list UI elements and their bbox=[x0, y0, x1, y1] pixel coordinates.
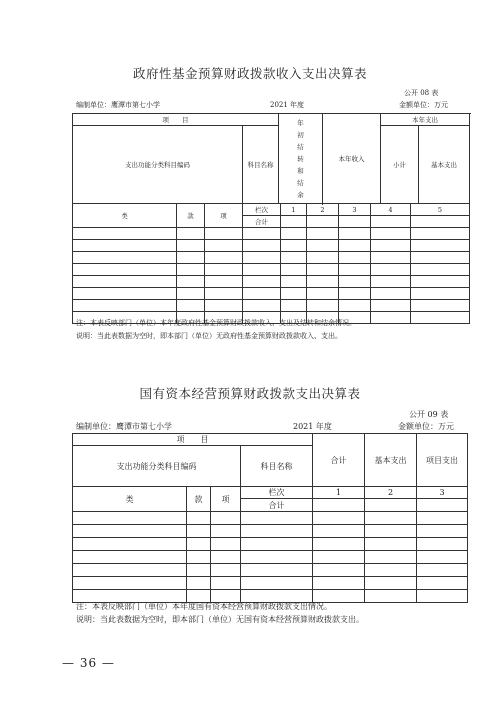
table1-note: 注：本表反映部门（单位）本年度政府性基金预算财政拨款收入、支出及结转和结余情况。 bbox=[76, 319, 356, 327]
table-cell bbox=[73, 264, 177, 276]
table-cell bbox=[73, 538, 187, 551]
table2-header-kuan: 款 bbox=[187, 487, 211, 512]
table-cell bbox=[177, 276, 205, 288]
table-cell bbox=[307, 276, 339, 288]
table-cell bbox=[365, 551, 417, 564]
table-cell bbox=[205, 300, 243, 312]
table-cell bbox=[411, 228, 470, 240]
page-number: — 36 — bbox=[62, 656, 115, 670]
table-cell bbox=[371, 264, 411, 276]
table2-explanation: 说明：当此表数据为空时，即本部门（单位）无国有资本经营预算财政拨款支出。 bbox=[76, 615, 364, 624]
table1-header-xiang: 项 bbox=[205, 204, 243, 228]
table-cell bbox=[73, 300, 177, 312]
table-cell bbox=[281, 240, 307, 252]
table-cell bbox=[243, 288, 281, 300]
table-cell bbox=[211, 551, 241, 564]
table1-header-code: 支出功能分类科目编码 bbox=[73, 126, 243, 204]
table-cell bbox=[243, 276, 281, 288]
table-cell bbox=[411, 276, 470, 288]
table-cell bbox=[365, 590, 417, 603]
table-cell bbox=[411, 240, 470, 252]
table1-col-num: 2 bbox=[307, 204, 339, 216]
table-cell bbox=[307, 300, 339, 312]
table-cell bbox=[371, 300, 411, 312]
table-cell bbox=[417, 551, 468, 564]
table-cell bbox=[73, 288, 177, 300]
table-row bbox=[73, 512, 468, 525]
table-cell bbox=[243, 240, 281, 252]
table-cell bbox=[307, 228, 339, 240]
table-cell bbox=[417, 525, 468, 538]
table-cell bbox=[417, 577, 468, 590]
table-cell bbox=[371, 228, 411, 240]
table-row bbox=[73, 551, 468, 564]
table-row bbox=[73, 228, 470, 240]
table1-header-basic: 基本支出 bbox=[419, 126, 470, 204]
table-cell bbox=[307, 264, 339, 276]
table-cell bbox=[339, 252, 371, 264]
table1-total-label: 合计 bbox=[243, 216, 281, 228]
table-cell bbox=[177, 300, 205, 312]
table-cell bbox=[205, 228, 243, 240]
table2-header-col: 栏次 bbox=[241, 487, 313, 499]
table-cell bbox=[205, 288, 243, 300]
table2-header-total: 合计 bbox=[313, 434, 365, 487]
table-cell bbox=[411, 300, 470, 312]
table-cell bbox=[411, 252, 470, 264]
table-cell bbox=[365, 525, 417, 538]
table-cell bbox=[241, 525, 313, 538]
table-cell bbox=[281, 276, 307, 288]
table-cell bbox=[281, 252, 307, 264]
table-cell bbox=[241, 538, 313, 551]
table-cell bbox=[411, 312, 470, 324]
table2-header-project: 项目支出 bbox=[417, 434, 468, 487]
table1-unit-label: 编制单位：鹰潭市第七小学 bbox=[76, 101, 160, 109]
table-cell bbox=[73, 252, 177, 264]
table-cell bbox=[365, 512, 417, 525]
table-cell bbox=[313, 564, 365, 577]
table-cell bbox=[313, 525, 365, 538]
table-cell bbox=[339, 276, 371, 288]
table1-cell bbox=[307, 216, 339, 228]
table-cell bbox=[371, 288, 411, 300]
table-cell bbox=[365, 564, 417, 577]
table-cell bbox=[211, 577, 241, 590]
table-cell bbox=[73, 228, 177, 240]
table-cell bbox=[371, 276, 411, 288]
table-cell bbox=[281, 264, 307, 276]
table2-note: 注：本表反映部门（单位）本年度国有资本经营预算财政拨款支出情况。 bbox=[76, 602, 332, 611]
table-cell bbox=[187, 512, 211, 525]
table1-col-num: 3 bbox=[339, 204, 371, 216]
table-cell bbox=[205, 276, 243, 288]
table2-col-num: 3 bbox=[417, 487, 468, 499]
table-cell bbox=[187, 564, 211, 577]
table-cell bbox=[73, 577, 187, 590]
table-cell bbox=[313, 538, 365, 551]
table1-cell bbox=[371, 216, 411, 228]
table-cell bbox=[307, 252, 339, 264]
table-cell bbox=[211, 564, 241, 577]
table-cell bbox=[243, 264, 281, 276]
table-cell bbox=[73, 240, 177, 252]
table-row bbox=[73, 525, 468, 538]
table1-header-subtotal: 小计 bbox=[381, 126, 419, 204]
table-cell bbox=[281, 228, 307, 240]
table-cell bbox=[205, 240, 243, 252]
table-cell bbox=[177, 240, 205, 252]
table1-body bbox=[72, 203, 470, 324]
table-cell bbox=[211, 525, 241, 538]
table-cell bbox=[365, 499, 417, 512]
table-cell bbox=[73, 512, 187, 525]
table-cell bbox=[339, 300, 371, 312]
table-row bbox=[73, 264, 470, 276]
table1-header-lei: 类 bbox=[73, 204, 177, 228]
table2-amount-unit: 金额单位：万元 bbox=[398, 422, 454, 431]
table-cell bbox=[73, 525, 187, 538]
table1-header-income: 本年收入 bbox=[323, 114, 381, 204]
table-cell bbox=[307, 240, 339, 252]
table-cell bbox=[411, 288, 470, 300]
table-row bbox=[73, 240, 470, 252]
table1-cell bbox=[281, 216, 307, 228]
table-cell bbox=[177, 264, 205, 276]
table1-header-begin: 年 初 结 转 和 结 余 bbox=[279, 114, 323, 204]
table1-amount-unit: 金额单位：万元 bbox=[399, 101, 448, 109]
table-cell bbox=[241, 512, 313, 525]
table2-header-lei: 类 bbox=[73, 487, 187, 512]
table1-header-expense: 本年支出 bbox=[381, 114, 470, 126]
table-cell bbox=[339, 288, 371, 300]
table-cell bbox=[417, 538, 468, 551]
table-cell bbox=[313, 512, 365, 525]
table-cell bbox=[73, 551, 187, 564]
table2-unit-label: 编制单位：鹰潭市第七小学 bbox=[76, 422, 172, 431]
table-cell bbox=[339, 240, 371, 252]
table1-cell bbox=[339, 216, 371, 228]
table-row bbox=[73, 252, 470, 264]
table-cell bbox=[365, 538, 417, 551]
table-cell bbox=[187, 525, 211, 538]
table-cell bbox=[241, 564, 313, 577]
table-cell bbox=[241, 551, 313, 564]
table-cell bbox=[339, 264, 371, 276]
table-cell bbox=[417, 512, 468, 525]
table-cell bbox=[177, 228, 205, 240]
table-cell bbox=[73, 276, 177, 288]
table-cell bbox=[417, 499, 468, 512]
table2-header-code: 支出功能分类科目编码 bbox=[73, 446, 241, 487]
table1-header-col: 栏次 bbox=[243, 204, 281, 216]
table1-cell bbox=[411, 216, 470, 228]
table1-col-num: 4 bbox=[371, 204, 411, 216]
table1-title: 政府性基金预算财政拨款收入支出决算表 bbox=[132, 66, 367, 81]
table1-explanation: 说明：当此表数据为空时，即本部门（单位）无政府性基金预算财政拨款收入、支出。 bbox=[76, 332, 342, 340]
table2-header-xiang: 项 bbox=[211, 487, 241, 512]
table-cell bbox=[211, 538, 241, 551]
table2-header-item: 项 目 bbox=[73, 434, 313, 446]
table-row bbox=[73, 564, 468, 577]
table2-title: 国有资本经营预算财政拨款支出决算表 bbox=[139, 386, 361, 401]
table-cell bbox=[211, 512, 241, 525]
table1-col-num: 5 bbox=[411, 204, 470, 216]
table1-col-num: 1 bbox=[281, 204, 307, 216]
table-cell bbox=[243, 228, 281, 240]
table-cell bbox=[365, 577, 417, 590]
table2-col-num: 2 bbox=[365, 487, 417, 499]
table-row bbox=[73, 276, 470, 288]
table-cell bbox=[187, 551, 211, 564]
table-cell bbox=[73, 564, 187, 577]
table2-form-code: 公开 09 表 bbox=[409, 410, 449, 419]
table-cell bbox=[205, 252, 243, 264]
table1 bbox=[72, 113, 470, 204]
table-cell bbox=[177, 252, 205, 264]
table2-col-num: 1 bbox=[313, 487, 365, 499]
table-cell bbox=[339, 228, 371, 240]
table-cell bbox=[177, 288, 205, 300]
table-cell bbox=[371, 312, 411, 324]
table-cell bbox=[187, 538, 211, 551]
table-cell bbox=[313, 577, 365, 590]
table2-year: 2021 年度 bbox=[293, 422, 332, 431]
table-cell bbox=[411, 264, 470, 276]
table1-header-item: 项 目 bbox=[73, 114, 279, 126]
table-cell bbox=[187, 577, 211, 590]
table-cell bbox=[313, 499, 365, 512]
table-cell bbox=[243, 300, 281, 312]
table2-header-basic: 基本支出 bbox=[365, 434, 417, 487]
table-cell bbox=[371, 252, 411, 264]
table2-total-label: 合计 bbox=[241, 499, 313, 512]
table-cell bbox=[307, 288, 339, 300]
table1-year: 2021 年度 bbox=[270, 101, 305, 109]
table2 bbox=[72, 433, 468, 603]
table-cell bbox=[417, 564, 468, 577]
table-cell bbox=[205, 264, 243, 276]
table-row bbox=[73, 577, 468, 590]
table-row bbox=[73, 300, 470, 312]
table1-header-name: 科目名称 bbox=[243, 126, 279, 204]
table-row bbox=[73, 538, 468, 551]
table1-form-code: 公开 08 表 bbox=[404, 89, 439, 97]
table-cell bbox=[313, 551, 365, 564]
table-cell bbox=[241, 577, 313, 590]
table-cell bbox=[281, 300, 307, 312]
table-cell bbox=[281, 288, 307, 300]
table-cell bbox=[243, 252, 281, 264]
table-cell bbox=[417, 590, 468, 603]
table1-header-kuan: 款 bbox=[177, 204, 205, 228]
table-row bbox=[73, 288, 470, 300]
table2-header-name: 科目名称 bbox=[241, 446, 313, 487]
table-cell bbox=[371, 240, 411, 252]
